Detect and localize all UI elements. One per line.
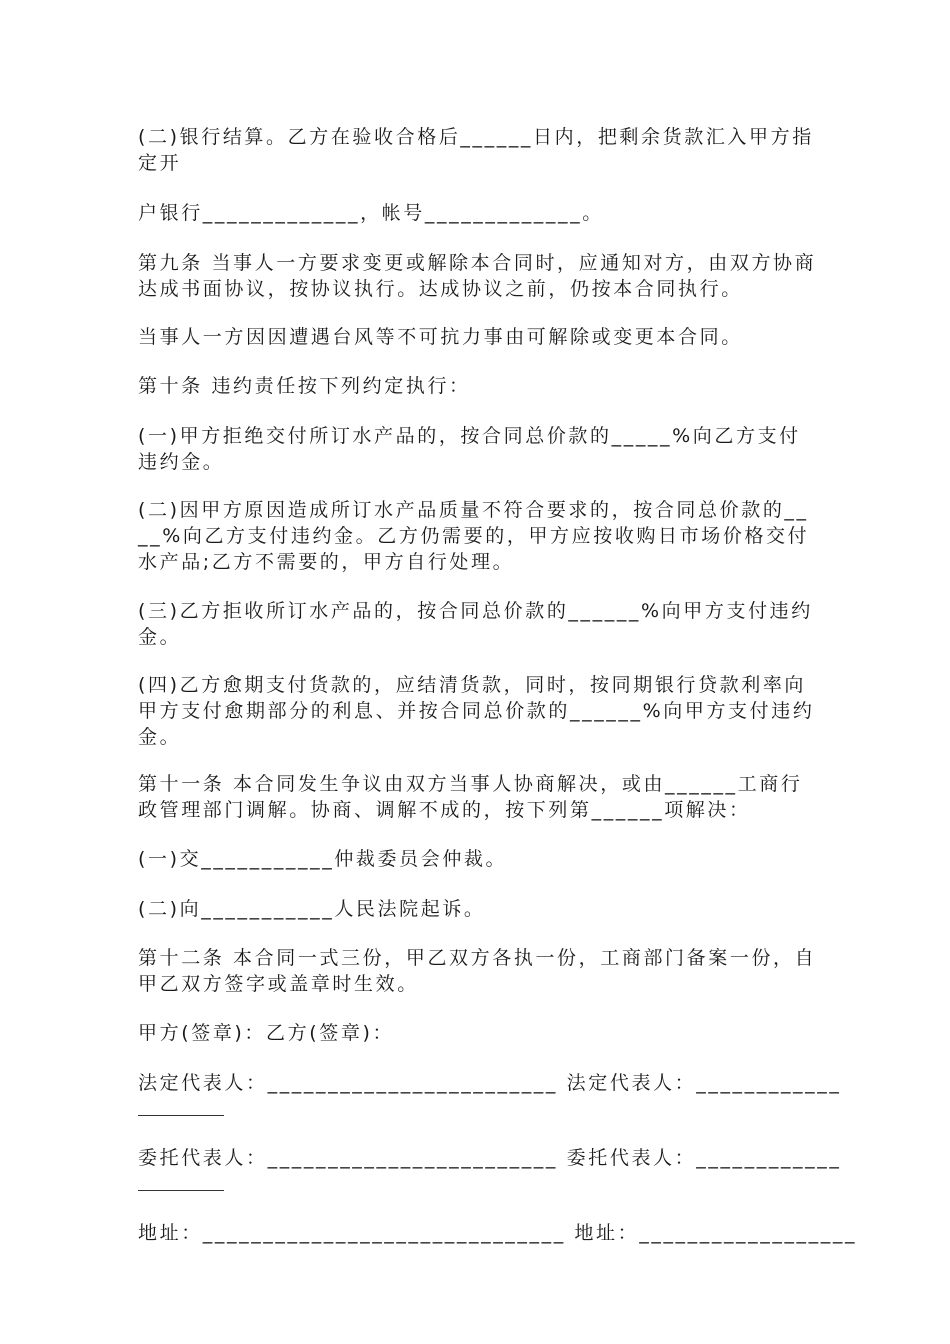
clause-11: 第十一条 本合同发生争议由双方当事人协商解决，或由______工商行政管理部门调解。协商、调解不成的，按下列第______项解决： [138, 773, 803, 821]
legal-representative-line: 法定代表人：________________________ 法定代表人：____________ [138, 1072, 842, 1094]
clause-10-item-2: (二)因甲方原因造成所订水产品质量不符合要求的，按合同总价款的____%向乙方支付违约金。乙方仍需要的，甲方应按收购日市场价格交付水产品;乙方不需要的，甲方自行处理。 [138, 499, 810, 573]
clause-8-bank-settlement: (二)银行结算。乙方在验收合格后______日内，把剩余货款汇入甲方指定开 [138, 126, 814, 174]
clause-10-item-4: (四)乙方愈期支付货款的，应结清货款，同时，按同期银行贷款利率向甲方支付愈期部分的利息、并按合同总价款的______%向甲方支付违约金。 [138, 674, 815, 748]
clause-11-option-1: (一)交___________仲裁委员会仲裁。 [138, 848, 508, 870]
address-line: 地址：______________________________ 地址：__________________ [138, 1222, 858, 1244]
clause-12: 第十二条 本合同一式三份，甲乙双方各执一份，工商部门备案一份，自甲乙双方签字或盖章时生效。 [138, 947, 817, 995]
legal-representative-continuation-rule [138, 1115, 224, 1116]
agent-representative-line: 委托代表人：________________________ 委托代表人：____________ [138, 1147, 842, 1169]
clause-10-item-3: (三)乙方拒收所订水产品的，按合同总价款的______%向甲方支付违约金。 [138, 600, 813, 648]
bank-account-line: 户银行_____________，帐号_____________。 [138, 202, 604, 224]
agent-representative-continuation-rule [138, 1190, 224, 1191]
clause-10-heading: 第十条 违约责任按下列约定执行： [138, 375, 471, 397]
clause-11-option-2: (二)向___________人民法院起诉。 [138, 898, 486, 920]
clause-10-item-1: (一)甲方拒绝交付所订水产品的，按合同总价款的_____%向乙方支付违约金。 [138, 425, 801, 473]
party-signature-heading: 甲方(签章)：乙方(签章)： [138, 1022, 395, 1044]
clause-9: 第九条 当事人一方要求变更或解除本合同时，应通知对方，由双方协商达成书面协议，按协议执行。达成协议之前，仍按本合同执行。 [138, 252, 817, 300]
force-majeure-line: 当事人一方因因遭遇台风等不可抗力事由可解除或变更本合同。 [138, 326, 743, 348]
